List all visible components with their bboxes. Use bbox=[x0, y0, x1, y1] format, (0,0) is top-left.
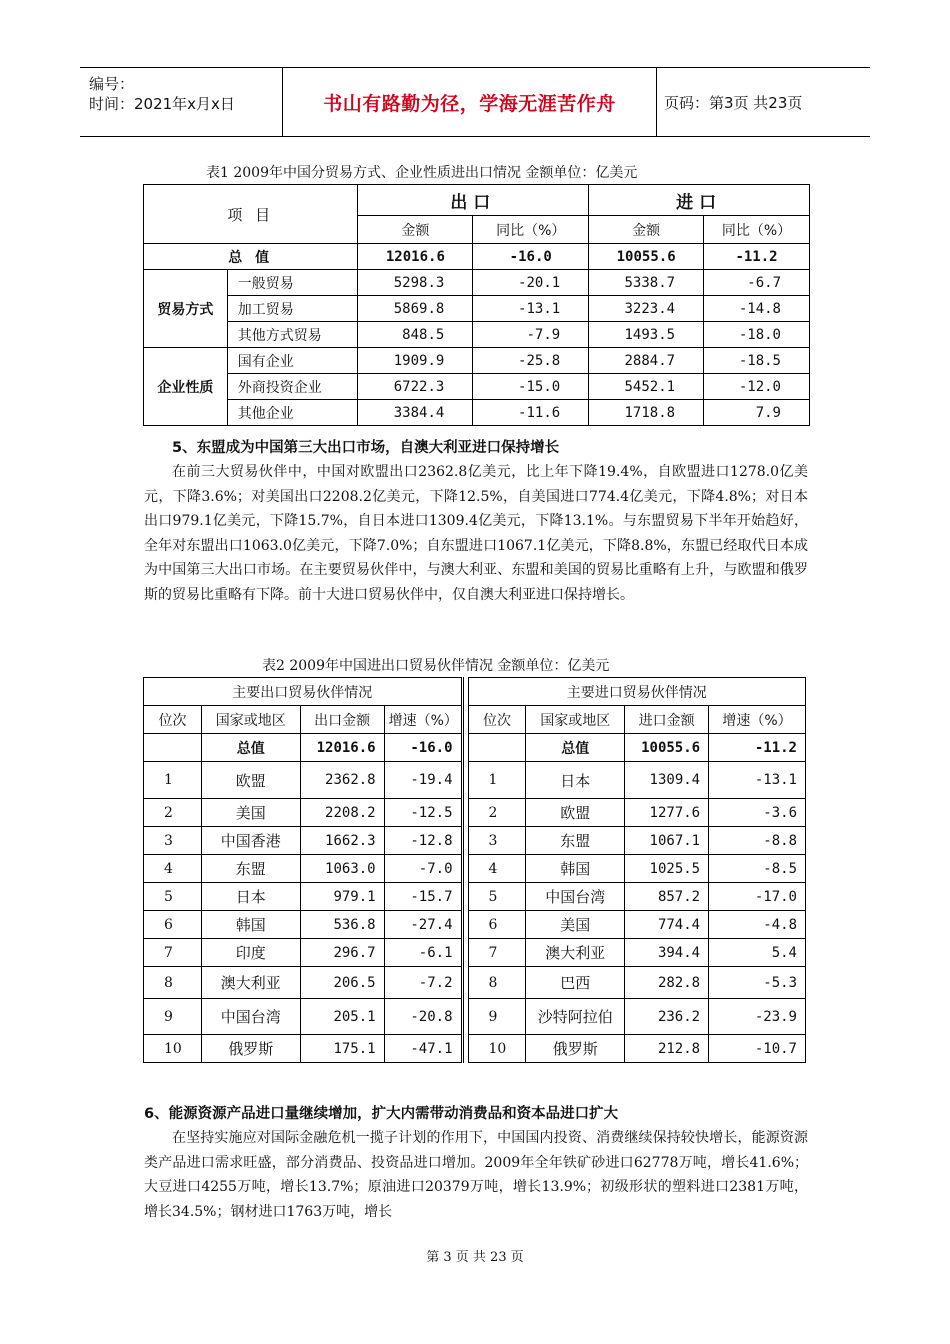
cell: -13.1 bbox=[473, 296, 589, 322]
table-row bbox=[144, 827, 806, 855]
cell: -17.0 bbox=[709, 883, 806, 911]
col-amount: 金额 bbox=[589, 216, 704, 244]
cell: -8.5 bbox=[709, 855, 806, 883]
cell: 东盟 bbox=[526, 827, 625, 855]
col-import-amount: 进口金额 bbox=[625, 706, 709, 734]
header-motto: 书山有路勤为径，学海无涯苦作舟 bbox=[283, 68, 657, 136]
table-row bbox=[144, 939, 806, 967]
table2 bbox=[143, 677, 806, 1063]
cell: 澳大利亚 bbox=[201, 967, 300, 999]
table-row bbox=[144, 400, 810, 426]
cell: 10 bbox=[468, 1035, 526, 1063]
cell: -12.8 bbox=[384, 827, 462, 855]
section5-body bbox=[144, 460, 808, 608]
cell: 3384.4 bbox=[358, 400, 473, 426]
section5-paragraph: 在前三大贸易伙伴中，中国对欧盟出口2362.8亿美元，比上年下降19.4%，自欧盟进口1278.0亿美元，下降3.6%；对美国出口2208.2亿美元，下降12.5%，自美国进口774.4亿美元，下降4.8%；对日本出口979.1亿美元，下降15.7%，自日本进口1309.4亿美元，下降13.1%。与东盟贸易下半年开始趋好，全年对东盟出口1063.0亿美元，下降7.0%；自东盟进口1067.1亿美元，下降8.8%，东盟已经取代日本成为中国第三大出口市场。在主要贸易伙伴中，与澳大利亚、东盟和美国的贸易比重略有上升，与欧盟和俄罗斯的贸易比重略有下降。前十大进口贸易伙伴中，仅自澳大利亚进口保持增长。 bbox=[144, 464, 808, 603]
row-label: 一般贸易 bbox=[227, 270, 358, 296]
cell: -7.0 bbox=[384, 855, 462, 883]
cell: -14.8 bbox=[704, 296, 810, 322]
cell: -15.7 bbox=[384, 883, 462, 911]
table-row bbox=[144, 999, 806, 1035]
cell: 澳大利亚 bbox=[526, 939, 625, 967]
cell: 4 bbox=[144, 855, 202, 883]
cell: 1 bbox=[468, 762, 526, 799]
cell: -7.2 bbox=[384, 967, 462, 999]
cell: 俄罗斯 bbox=[201, 1035, 300, 1063]
col-rank: 位次 bbox=[468, 706, 526, 734]
col-country: 国家或地区 bbox=[526, 706, 625, 734]
date-label: 时间：2021年x月x日 bbox=[89, 95, 235, 113]
cell: 1277.6 bbox=[625, 799, 709, 827]
cell: -13.1 bbox=[709, 762, 806, 799]
cell: 212.8 bbox=[625, 1035, 709, 1063]
cell: 857.2 bbox=[625, 883, 709, 911]
cell: -6.1 bbox=[384, 939, 462, 967]
number-label: 编号： bbox=[89, 75, 135, 93]
total-import-yoy: -11.2 bbox=[704, 244, 810, 270]
cell: 2208.2 bbox=[300, 799, 384, 827]
table-row bbox=[144, 967, 806, 999]
cell: 394.4 bbox=[625, 939, 709, 967]
col-yoy: 同比（%） bbox=[473, 216, 589, 244]
total-export-amount: 12016.6 bbox=[358, 244, 473, 270]
cell: 沙特阿拉伯 bbox=[526, 999, 625, 1035]
cell: 1718.8 bbox=[589, 400, 704, 426]
table-row bbox=[144, 348, 810, 374]
cell: -18.5 bbox=[704, 348, 810, 374]
cell: 6722.3 bbox=[358, 374, 473, 400]
cell: 979.1 bbox=[300, 883, 384, 911]
cell: 美国 bbox=[201, 799, 300, 827]
cell: 3 bbox=[468, 827, 526, 855]
cell: 中国台湾 bbox=[201, 999, 300, 1035]
cell: 774.4 bbox=[625, 911, 709, 939]
table-row bbox=[144, 911, 806, 939]
cell: -15.0 bbox=[473, 374, 589, 400]
cell: 中国香港 bbox=[201, 827, 300, 855]
cell: 296.7 bbox=[300, 939, 384, 967]
cell: 俄罗斯 bbox=[526, 1035, 625, 1063]
table-row bbox=[144, 270, 810, 296]
cell: 1909.9 bbox=[358, 348, 473, 374]
cell: 美国 bbox=[526, 911, 625, 939]
cell: -18.0 bbox=[704, 322, 810, 348]
table-row bbox=[144, 883, 806, 911]
table-row bbox=[144, 799, 806, 827]
import-section-header: 主要进口贸易伙伴情况 bbox=[468, 678, 806, 706]
cell: 536.8 bbox=[300, 911, 384, 939]
cell: -12.5 bbox=[384, 799, 462, 827]
col-country: 国家或地区 bbox=[201, 706, 300, 734]
section6-paragraph: 在坚持实施应对国际金融危机一揽子计划的作用下，中国国内投资、消费继续保持较快增长，能源资源类产品进口需求旺盛，部分消费品、投资品进口增加。2009年全年铁矿砂进口62778万吨，增长41.6%；大豆进口4255万吨，增长13.7%；原油进口20379万吨，增长13.9%；初级形状的塑料进口2381万吨，增长34.5%；钢材进口1763万吨，增长 bbox=[144, 1130, 808, 1220]
table-row bbox=[144, 1035, 806, 1063]
cell: -6.7 bbox=[704, 270, 810, 296]
cell: 5 bbox=[144, 883, 202, 911]
cell: 2 bbox=[468, 799, 526, 827]
row-label: 其他方式贸易 bbox=[227, 322, 358, 348]
row-label: 加工贸易 bbox=[227, 296, 358, 322]
cell: 1063.0 bbox=[300, 855, 384, 883]
item-header: 项 目 bbox=[144, 185, 358, 244]
cell: 4 bbox=[468, 855, 526, 883]
cell: 5452.1 bbox=[589, 374, 704, 400]
cell: -25.8 bbox=[473, 348, 589, 374]
cell: -11.2 bbox=[709, 734, 806, 762]
cell: -10.7 bbox=[709, 1035, 806, 1063]
table-row bbox=[144, 762, 806, 799]
cell: -27.4 bbox=[384, 911, 462, 939]
cell: -12.0 bbox=[704, 374, 810, 400]
cell: 206.5 bbox=[300, 967, 384, 999]
header-page-label: 页码：第3页 共23页 bbox=[664, 93, 803, 112]
total-label: 总值 bbox=[526, 734, 625, 762]
cell: 5338.7 bbox=[589, 270, 704, 296]
row-label: 外商投资企业 bbox=[227, 374, 358, 400]
cell: 3 bbox=[144, 827, 202, 855]
cell: 8 bbox=[468, 967, 526, 999]
import-header: 进口 bbox=[589, 185, 810, 216]
table-row bbox=[144, 855, 806, 883]
table-row bbox=[144, 296, 810, 322]
cell: 2362.8 bbox=[300, 762, 384, 799]
row-label: 国有企业 bbox=[227, 348, 358, 374]
group-label: 企业性质 bbox=[144, 348, 228, 426]
cell: 日本 bbox=[201, 883, 300, 911]
table-row bbox=[144, 244, 810, 270]
cell: 欧盟 bbox=[201, 762, 300, 799]
table-row bbox=[144, 374, 810, 400]
col-yoy: 同比（%） bbox=[704, 216, 810, 244]
table2-caption: 表2 2009年中国进出口贸易伙伴情况 金额单位：亿美元 bbox=[262, 658, 610, 674]
cell: -3.6 bbox=[709, 799, 806, 827]
cell: 9 bbox=[144, 999, 202, 1035]
cell: -7.9 bbox=[473, 322, 589, 348]
total-export-yoy: -16.0 bbox=[473, 244, 589, 270]
cell: 282.8 bbox=[625, 967, 709, 999]
cell: -4.8 bbox=[709, 911, 806, 939]
cell: 7 bbox=[144, 939, 202, 967]
col-growth: 增速（%） bbox=[709, 706, 806, 734]
cell: 9 bbox=[468, 999, 526, 1035]
cell: 1 bbox=[144, 762, 202, 799]
cell: -23.9 bbox=[709, 999, 806, 1035]
cell: 中国台湾 bbox=[526, 883, 625, 911]
table-row bbox=[144, 322, 810, 348]
total-label: 总值 bbox=[201, 734, 300, 762]
cell: -19.4 bbox=[384, 762, 462, 799]
cell: 2884.7 bbox=[589, 348, 704, 374]
row-label: 其他企业 bbox=[227, 400, 358, 426]
cell: 1662.3 bbox=[300, 827, 384, 855]
col-export-amount: 出口金额 bbox=[300, 706, 384, 734]
cell: 5.4 bbox=[709, 939, 806, 967]
cell: 205.1 bbox=[300, 999, 384, 1035]
cell: 巴西 bbox=[526, 967, 625, 999]
cell: 韩国 bbox=[526, 855, 625, 883]
cell: 5298.3 bbox=[358, 270, 473, 296]
cell: 6 bbox=[468, 911, 526, 939]
cell: -16.0 bbox=[384, 734, 462, 762]
cell: 欧盟 bbox=[526, 799, 625, 827]
col-growth: 增速（%） bbox=[384, 706, 462, 734]
cell: 10 bbox=[144, 1035, 202, 1063]
cell: 5869.8 bbox=[358, 296, 473, 322]
cell: 1493.5 bbox=[589, 322, 704, 348]
cell: 175.1 bbox=[300, 1035, 384, 1063]
section6-body bbox=[144, 1126, 808, 1224]
total-import-amount: 10055.6 bbox=[589, 244, 704, 270]
group-label: 贸易方式 bbox=[144, 270, 228, 348]
cell: -5.3 bbox=[709, 967, 806, 999]
table1-caption: 表1 2009年中国分贸易方式、企业性质进出口情况 金额单位：亿美元 bbox=[206, 165, 638, 181]
export-header: 出口 bbox=[358, 185, 589, 216]
export-section-header: 主要出口贸易伙伴情况 bbox=[144, 678, 463, 706]
cell: 848.5 bbox=[358, 322, 473, 348]
cell: 日本 bbox=[526, 762, 625, 799]
cell: 7 bbox=[468, 939, 526, 967]
cell: -47.1 bbox=[384, 1035, 462, 1063]
page-footer: 第 3 页 共 23 页 bbox=[426, 1250, 524, 1265]
section6-title: 6、能源资源产品进口量继续增加，扩大内需带动消费品和资本品进口扩大 bbox=[144, 1106, 619, 1122]
col-rank: 位次 bbox=[144, 706, 202, 734]
cell: 10055.6 bbox=[625, 734, 709, 762]
cell: 6 bbox=[144, 911, 202, 939]
cell: 1025.5 bbox=[625, 855, 709, 883]
page-header bbox=[80, 67, 870, 137]
total-label: 总 值 bbox=[144, 244, 358, 270]
table1 bbox=[143, 184, 810, 426]
cell: -8.8 bbox=[709, 827, 806, 855]
table-row bbox=[144, 734, 806, 762]
cell: 7.9 bbox=[704, 400, 810, 426]
cell: 5 bbox=[468, 883, 526, 911]
cell: -20.1 bbox=[473, 270, 589, 296]
cell: 12016.6 bbox=[300, 734, 384, 762]
cell: 1067.1 bbox=[625, 827, 709, 855]
cell: 8 bbox=[144, 967, 202, 999]
header-meta bbox=[80, 68, 283, 136]
cell: 2 bbox=[144, 799, 202, 827]
col-amount: 金额 bbox=[358, 216, 473, 244]
cell: 印度 bbox=[201, 939, 300, 967]
cell: -11.6 bbox=[473, 400, 589, 426]
cell: 3223.4 bbox=[589, 296, 704, 322]
cell: 236.2 bbox=[625, 999, 709, 1035]
cell: -20.8 bbox=[384, 999, 462, 1035]
cell: 韩国 bbox=[201, 911, 300, 939]
cell: 1309.4 bbox=[625, 762, 709, 799]
cell: 东盟 bbox=[201, 855, 300, 883]
section5-title: 5、东盟成为中国第三大出口市场，自澳大利亚进口保持增长 bbox=[172, 440, 560, 456]
